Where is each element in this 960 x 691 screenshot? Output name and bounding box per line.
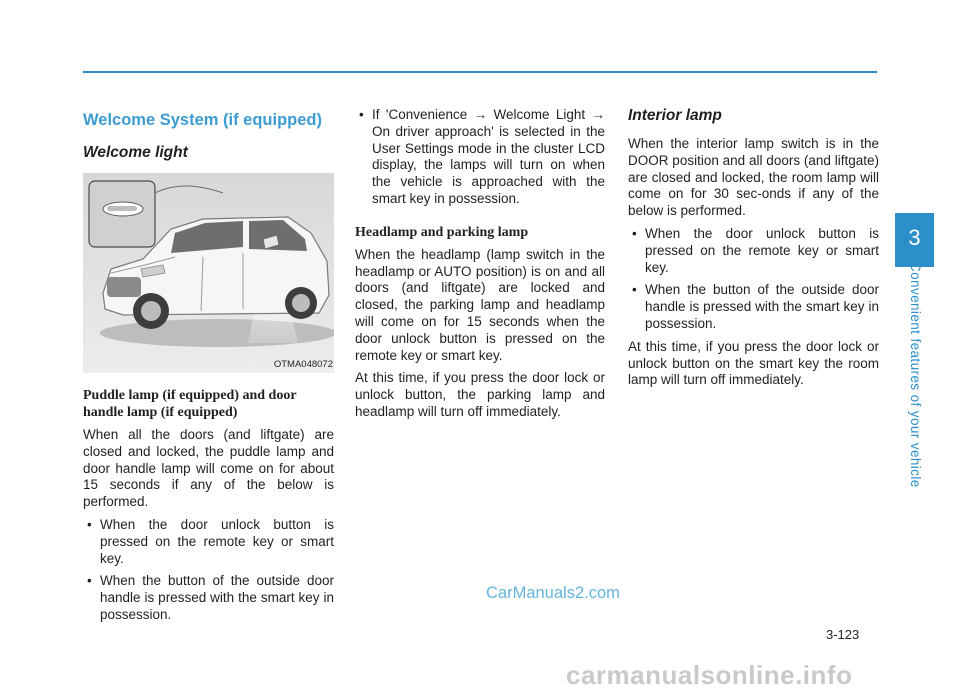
list-item: • When the button of the outside door handle is pressed with the smart key in possession. [83,573,334,623]
interior-lamp-bullets [628,226,879,333]
interior-lamp-body-2: At this time, if you press the door lock or unlock button on the smart key the room lamp will turn off immediately. [628,338,879,388]
watermark-carmanualsonline[interactable]: carmanualsonline.info [566,660,853,690]
headlamp-body-2: At this time, if you press the door lock or unlock button, the parking lamp and headlamp will turn off immediately. [355,370,605,419]
figure-illustration [83,173,334,373]
column-2 [355,107,605,427]
interior-lamp-title: Interior lamp [628,107,722,124]
puddle-lamp-heading: Puddle lamp (if equipped) and door handle lamp (if equipped) [83,388,297,420]
watermark-carmanuals2[interactable]: CarManuals2.com [486,584,620,602]
page-number: 3-123 [826,627,860,642]
section-title: Welcome System (if equipped) [83,111,322,129]
list-item: • If 'Convenience → Welcome Light → On driver approach' is selected in the User Settings mode in the cluster LCD display, the lamps will turn on when the vehicle is approached with the smart key in possession. [355,107,605,208]
list-item: • When the door unlock button is pressed on the remote key or smart key. [628,226,879,276]
column-3 [628,107,879,395]
welcome-light-bullets [355,107,605,208]
list-item: • When the door unlock button is pressed on the remote key or smart key. [83,517,334,567]
chapter-title: Convenient features of your vehicle [908,262,923,488]
headlamp-heading: Headlamp and parking lamp [355,224,529,240]
chapter-number: 3 [908,225,921,250]
puddle-lamp-body: When all the doors (and liftgate) are closed and locked, the puddle lamp and door handle lamp will come on for about 15 seconds if any of the below is performed. [83,427,334,510]
interior-lamp-body-1: When the interior lamp switch is in the DOOR position and all doors (and liftgate) are closed and locked, the room lamp will come on for 30 sec-onds if any of the below is performed. [628,136,879,219]
headlamp-body-1: When the headlamp (lamp switch in the headlamp or AUTO position) is on and all doors (and liftgate) are locked and closed, the parking lamp and headlamp will come on for 15 seconds when the door unlock button is pressed on the remote key or smart key. [355,246,605,363]
figure-code: OTMA048072 [273,359,333,370]
header-rule [83,71,877,73]
welcome-light-figure [83,173,334,373]
welcome-light-title: Welcome light [83,144,188,161]
suv-illustration [83,173,334,373]
list-item: • When the button of the outside door handle is pressed with the smart key in possession. [628,282,879,332]
puddle-lamp-bullets [83,517,334,624]
column-1 [83,107,334,630]
chapter-tab [895,213,934,267]
